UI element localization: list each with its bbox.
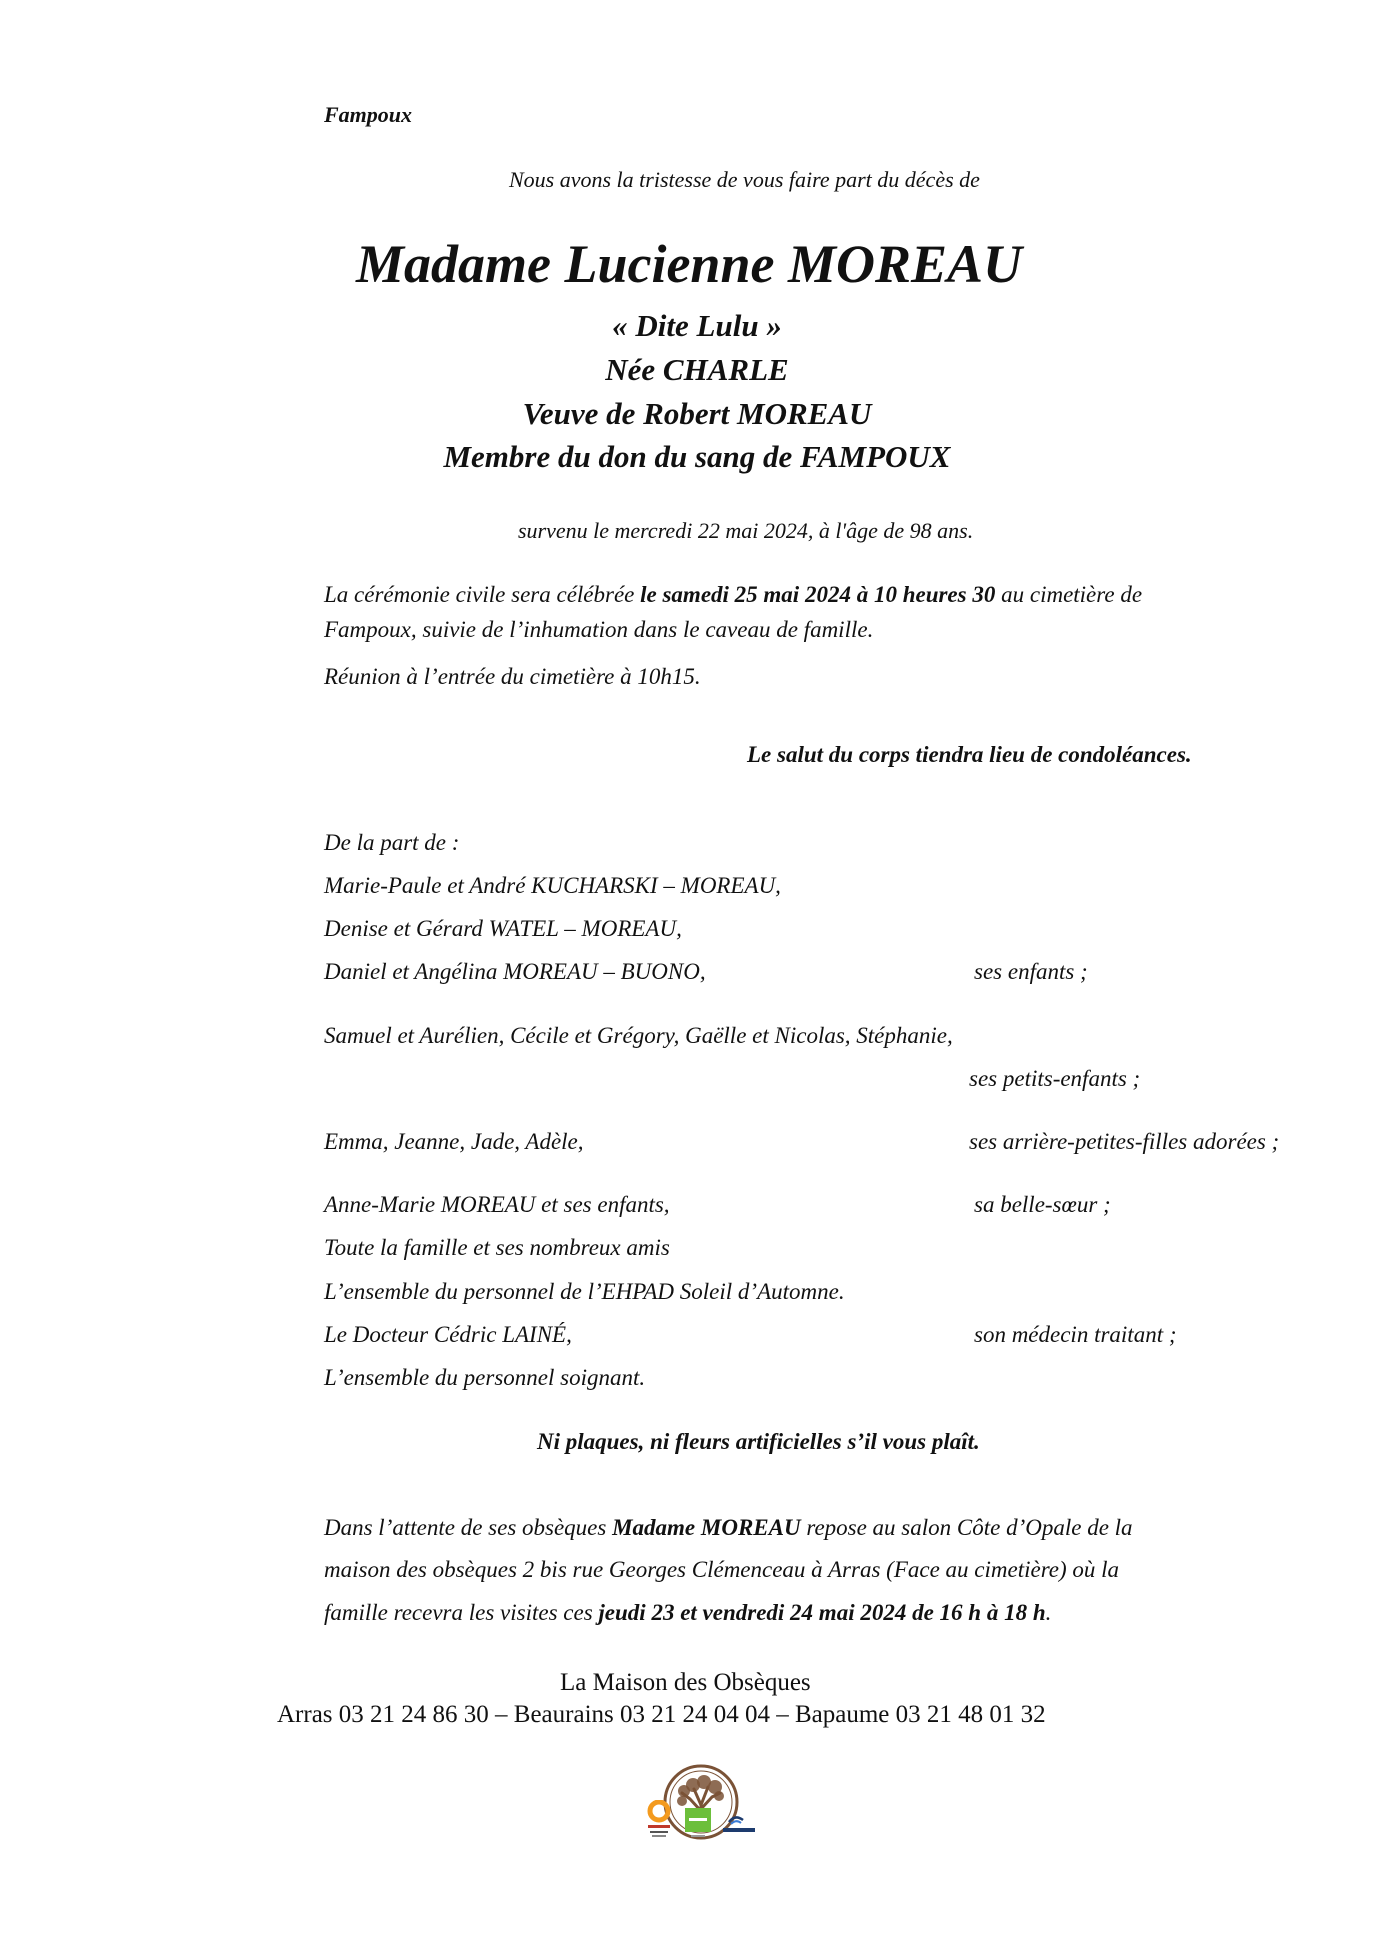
great-grandchildren-label: ses arrière-petites-filles adorées ;: [969, 1129, 1280, 1154]
family-heading: De la part de :: [324, 830, 460, 855]
children-label: ses enfants ;: [974, 959, 1088, 984]
condolences-line: Le salut du corps tiendra lieu de condoléances.: [747, 742, 1192, 767]
ceremony-line-2: Fampoux, suivie de l’inhumation dans le caveau de famille.: [324, 617, 874, 642]
partner-logo-green-icon: [685, 1808, 711, 1843]
ehpad-staff: L’ensemble du personnel de l’EHPAD Soleil d’Automne.: [324, 1279, 845, 1304]
no-flowers-line: Ni plaques, ni fleurs artificielles s’il vous plaît.: [537, 1429, 980, 1454]
membership: Membre du don du sang de FAMPOUX: [443, 439, 951, 474]
visitation-text-2: repose au salon Côte d’Opale de la: [800, 1515, 1133, 1540]
ceremony-place: au cimetière de: [995, 582, 1143, 607]
ceremony-date: le samedi 25 mai 2024 à 10 heures 30: [640, 582, 996, 607]
ceremony-line-1: [324, 582, 1142, 608]
family-friends: Toute la famille et ses nombreux amis: [324, 1235, 670, 1260]
visitation-dates: jeudi 23 et vendredi 24 mai 2024 de 16 h à 18 h: [598, 1600, 1046, 1625]
visitation-line-2: maison des obsèques 2 bis rue Georges Clémenceau à Arras (Face au cimetière) où la: [324, 1557, 1120, 1582]
visitation-text-3: famille recevra les visites ces: [324, 1600, 599, 1625]
visitation-name: Madame MOREAU: [612, 1515, 801, 1540]
sister-in-law-label: sa belle-sœur ;: [974, 1192, 1111, 1217]
great-grandchildren: Emma, Jeanne, Jade, Adèle,: [324, 1129, 584, 1154]
visitation-text-1: Dans l’attente de ses obsèques: [324, 1515, 613, 1540]
visitation-line-1: [324, 1515, 1133, 1541]
town-header: Fampoux: [324, 102, 413, 127]
visitation-end: .: [1045, 1600, 1052, 1625]
intro-line: Nous avons la tristesse de vous faire part du décès de: [509, 167, 980, 192]
maiden-name: Née CHARLE: [605, 352, 789, 387]
deceased-name: Madame Lucienne MOREAU: [355, 234, 1023, 294]
partner-logo-mutac-icon: [721, 1812, 757, 1843]
child-2: Denise et Gérard WATEL – MOREAU,: [324, 916, 682, 941]
grandchildren: Samuel et Aurélien, Cécile et Grégory, Gaëlle et Nicolas, Stéphanie,: [324, 1023, 953, 1048]
meeting-line: Réunion à l’entrée du cimetière à 10h15.: [324, 664, 701, 689]
nickname: « Dite Lulu »: [612, 308, 782, 343]
care-staff: L’ensemble du personnel soignant.: [324, 1365, 646, 1390]
company-phones: Arras 03 21 24 86 30 – Beaurains 03 21 24 04 04 – Bapaume 03 21 48 01 32: [277, 1701, 1046, 1728]
ceremony-text: La cérémonie civile sera célébrée: [324, 582, 641, 607]
visitation-line-3: [324, 1600, 1051, 1626]
sister-in-law: Anne-Marie MOREAU et ses enfants,: [324, 1192, 670, 1217]
child-1: Marie-Paule et André KUCHARSKI – MOREAU,: [324, 873, 781, 898]
doctor: Le Docteur Cédric LAINÉ,: [324, 1322, 572, 1347]
death-line: survenu le mercredi 22 mai 2024, à l'âge de 98 ans.: [518, 518, 974, 543]
child-3: Daniel et Angélina MOREAU – BUONO,: [324, 959, 706, 984]
company-name: La Maison des Obsèques: [560, 1669, 811, 1696]
widow-of: Veuve de Robert MOREAU: [522, 396, 872, 431]
doctor-label: son médecin traitant ;: [974, 1322, 1177, 1347]
partner-logo-orange-icon: [646, 1800, 672, 1845]
grandchildren-label: ses petits-enfants ;: [969, 1066, 1141, 1091]
